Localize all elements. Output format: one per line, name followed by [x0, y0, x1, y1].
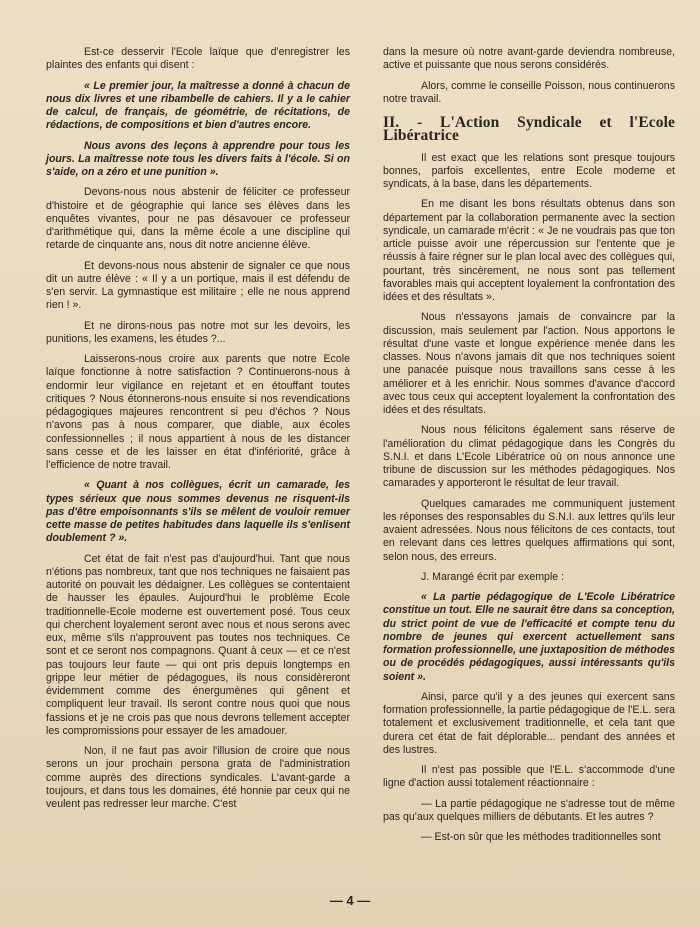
- paragraph: Nous n'essayons jamais de convaincre par la discussion, mais seulement par l'action. Nous apportons le résultat d'une vaste et longue expérience menée dans les classes. Nous n'avons jamais dit que nos techniques soient une panacée puisque nous travaillons sans cesse à les améliorer et à les enrichir. Nous sommes d'avance d'accord avec tous ceux qui acceptent loyalement la confrontation des idées et des résultats.: [383, 311, 675, 416]
- paragraph: Est-ce desservir l'Ecole laïque que d'enregistrer les plaintes des enfants qui disent :: [46, 46, 350, 72]
- paragraph: — Est-on sûr que les méthodes traditionnelles sont: [421, 831, 661, 843]
- paragraph: Laisserons-nous croire aux parents que notre Ecole laïque fonctionne à notre satisfaction ? Continuerons-nous à endormir leur vigilance en rejetant et en étouffant toutes critiques ? Nous étonnerons-nous ensuite si nos revendications pédagogiques majeures rencontrent si peu d'échos ? Nous n'avons pas à nous comparer, que diable, aux écoles confessionnelles ; il nous appartient à nous de les distancer sans cesse et de les laisser en état d'infériorité, grâce à l'efficience de notre travail.: [46, 353, 350, 471]
- paragraph: Nous nous félicitons également sans réserve de l'amélioration du climat pédagogique dans les Congrès du S.N.I. et dans L'Ecole Libératrice où on nous annonce une tribune de discussion sur les méthodes pédagogiques. Nos camarades y apporteront le résultat de leur travail.: [383, 424, 675, 490]
- paragraph: Il est exact que les relations sont presque toujours bonnes, parfois excellentes, entre Ecole moderne et syndicats, à la base, dans les départements.: [383, 151, 675, 190]
- paragraph: dans la mesure où notre avant-garde deviendra nombreuse, active et puissante que nous serons considérés.: [383, 46, 675, 72]
- section-heading: II. - L'Action Syndicale et l'Ecole Libératrice: [383, 114, 675, 145]
- paragraph: Devons-nous nous abstenir de féliciter ce professeur d'histoire et de géographie qui lance ses élèves dans les enquêtes vivantes, pour ne pas désavouer ce professeur d'arithmétique qui, dans la même école a une discipline qui retarde de cinquante ans, nous dit notre ancienne élève.: [46, 186, 350, 252]
- page-number: — 4 —: [329, 893, 371, 908]
- paragraph: Il n'est pas possible que l'E.L. s'accommode d'une ligne d'action aussi totalement réactionnaire :: [383, 764, 675, 790]
- paragraph: En me disant les bons résultats obtenus dans son département par la collaboration permanente avec la section syndicale, un camarade m'écrit : « Je ne voudrais pas que ton article puisse avoir une répercussion sur l'entente que je réussis à faire régner sur le plan local avec des collègues qui, pourtant, très sincèrement, ne nous sont pas tellement favorables mais qui acceptent loyalement la confrontation des idées et des résultats ».: [383, 198, 675, 303]
- left-column: [46, 46, 350, 818]
- paragraph: — La partie pédagogique ne s'adresse tout de même pas qu'aux quelques milliers de débutants. Et les autres ?: [383, 797, 675, 823]
- paragraph: Cet état de fait n'est pas d'aujourd'hui. Tant que nous n'étions pas nombreux, tant que nos techniques ne faisaient pas autorité on pouvait les dédaigner. Les collègues se contentaient de hausser les épaules. Aujourd'hui le problème Ecole traditionnelle-Ecole moderne est ouvertement posé. Tous ceux qui cherchent loyalement seront avec nous et nous serons avec eux, même s'ils n'approuvent pas toutes nos techniques. Ce sont et ce seront nos compagnons. Quant à ceux — et ce n'est pas toujours leur faute — qui ont pris depuis longtemps en grippe leur métier de pédagogues, ils nous considèreront évidemment comme des énergumènes qui gênent et compliquent leur travail. Ils seront contre nous quoi que nous fassions et je ne crois pas que nous devrons tellement accepter les compromissions pour essayer de les amadouer.: [46, 552, 350, 737]
- paragraph: Et devons-nous nous abstenir de signaler ce que nous dit un autre élève : « Il y a un portique, mais il est défendu de s'en servir. La gymnastique est militaire ; elle ne nous apprend rien ! ».: [46, 259, 350, 312]
- paragraph: Et ne dirons-nous pas notre mot sur les devoirs, les punitions, les examens, les études ?...: [46, 319, 350, 345]
- right-column: [383, 46, 675, 851]
- paragraph: Alors, comme le conseille Poisson, nous continuerons notre travail.: [383, 79, 675, 105]
- paragraph: Quelques camarades me communiquent justement les réponses des responsables du S.N.I. aux lettres qu'ils leur avaient adressées. Nous nous félicitons de ces contacts, tout en relevant dans ces lettres quelques affirmations qui sont, selon nous, des erreurs.: [383, 497, 675, 563]
- quote-paragraph: « Le premier jour, la maîtresse a donné à chacun de nous dix livres et une ribambelle de cahiers. Il y a le cahier de calcul, de français, de géométrie, de récitations, de rédactions, de compositions et bien d'autres encore.: [46, 79, 350, 132]
- quote-paragraph: « La partie pédagogique de L'Ecole Libératrice constitue un tout. Elle ne saurait être dans sa conception, du strict point de vue de l'efficacité et compte tenu du nombre de jeunes qui exercent actuellement sans formation professionnelle, une juxtaposition de méthodes ou de procédés pédagogiques, aussi intéressants qu'ils soient ».: [383, 591, 675, 683]
- quote-paragraph: Nous avons des leçons à apprendre pour tous les jours. La maîtresse note tous les divers faits à l'école. Si on s'aide, on a zéro et une punition ».: [46, 139, 350, 178]
- paragraph: Ainsi, parce qu'il y a des jeunes qui exercent sans formation professionnelle, la partie pédagogique de l'E.L. sera totalement et exclusivement traditionnelle, et cela tant que durera cet état de fait déplorable... pendant des années et des lustres.: [383, 690, 675, 756]
- quote-paragraph: « Quant à nos collègues, écrit un camarade, les types sérieux que nous sommes devenus ne risquent-ils pas d'être empoisonnants s'ils se mêlent de vouloir remuer cette masse de petites habitudes dans laquelle ils s'enlisent doublement ? ».: [46, 479, 350, 545]
- paragraph: Non, il ne faut pas avoir l'illusion de croire que nous serons un jour prochain persona grata de l'administration comme auprès des directions syndicales. L'avant-garde a toujours, et dans tous les domaines, été honnie par ceux qui ne veulent pas redresser leur marche. C'est: [46, 745, 350, 810]
- paragraph: J. Marangé écrit par exemple :: [421, 570, 565, 583]
